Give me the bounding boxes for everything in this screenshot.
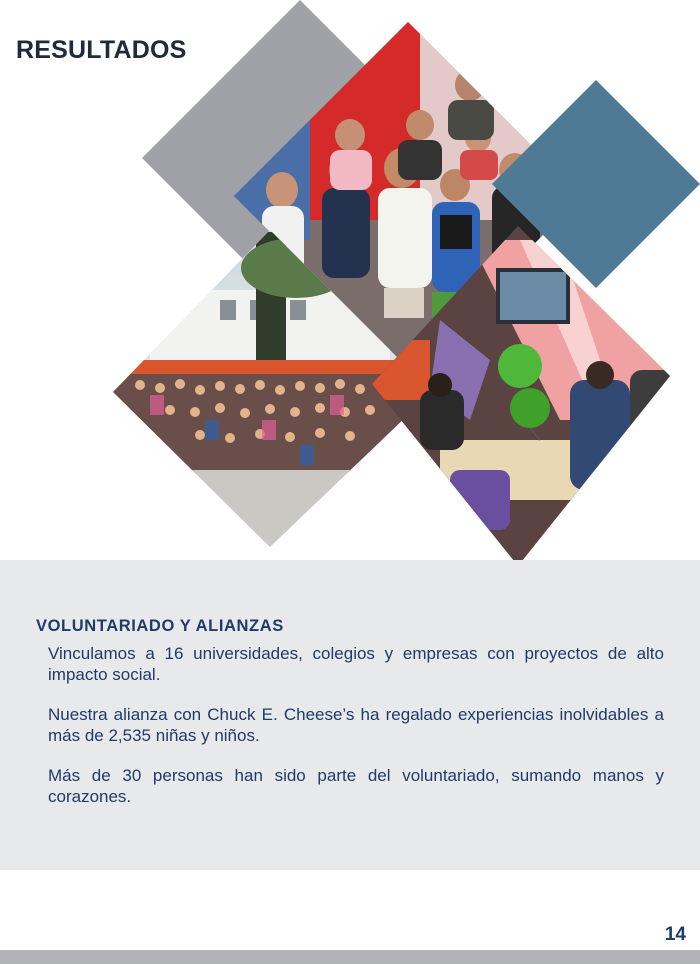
footer-bar [0, 950, 700, 964]
page-title: RESULTADOS [16, 36, 187, 64]
paragraph-voluntariado: Más de 30 personas han sido parte del voluntariado, sumando manos y corazones. [48, 766, 664, 806]
paragraph-chuck-e-cheese: Nuestra alianza con Chuck E. Cheese’s ha regalado experiencias inolvidables a más de 2,535 niñas y niños. [48, 705, 664, 745]
page-number: 14 [664, 924, 686, 945]
paragraph-universidades: Vinculamos a 16 universidades, colegios y empresas con proyectos de alto impacto social. [48, 644, 664, 684]
section-heading: VOLUNTARIADO Y ALIANZAS [36, 617, 284, 635]
